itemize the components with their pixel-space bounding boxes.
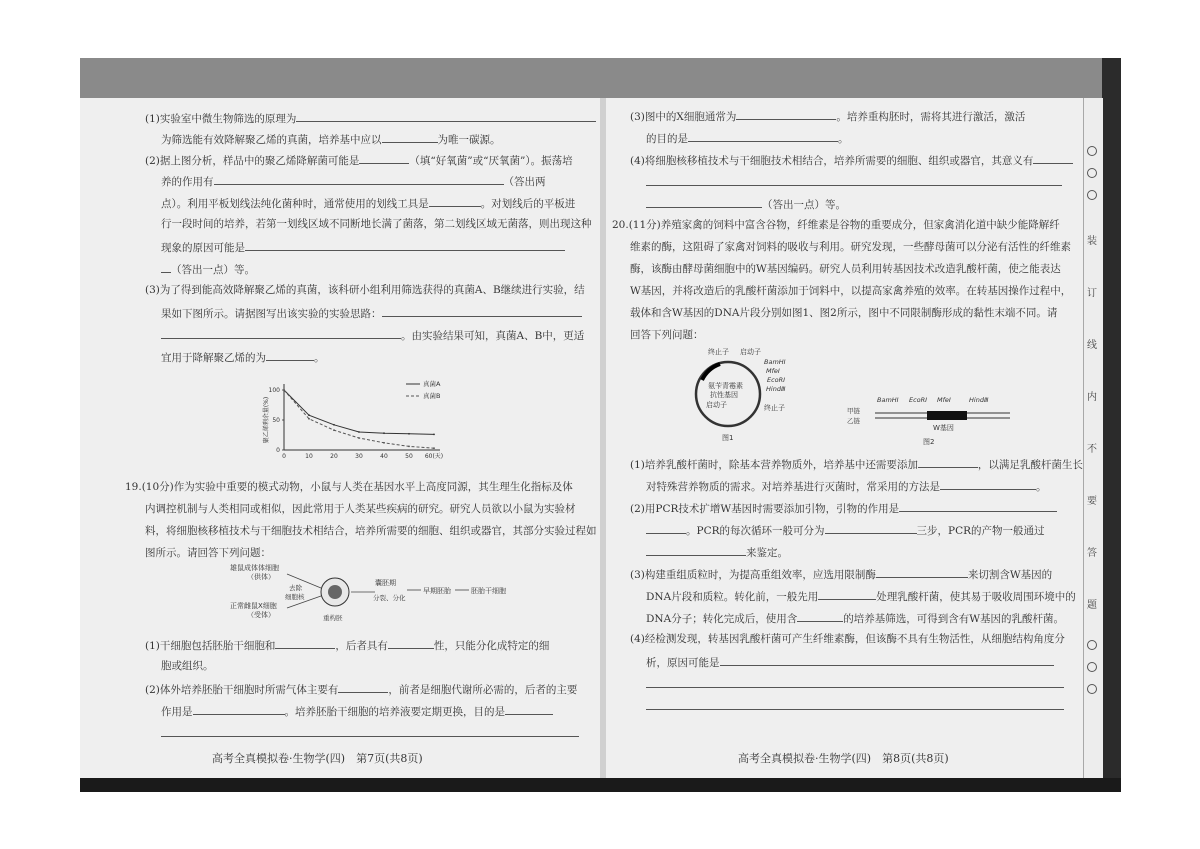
- q20-line5: 载体和含W基因的DNA片段分别如图1、图2所示，图中不同限制酶形成的黏性末端不同。请: [630, 307, 1058, 319]
- data-point: [358, 431, 360, 433]
- q19-2-line3: [161, 725, 579, 741]
- fig1-terminator-bottom: 终止子: [764, 404, 785, 412]
- enucleate-label-2: 细胞核: [285, 593, 305, 601]
- fig2-site-4: HindⅢ: [969, 396, 989, 404]
- y-tick-label: 50: [272, 417, 280, 424]
- q19-head-line3: 料，将细胞核移植技术与干细胞技术相结合，培养所需要的细胞、组织或器官，其部分实验过程如: [145, 525, 597, 537]
- fig2-w-gene-block: [927, 411, 967, 420]
- q19-2-line1: (2)体外培养胚胎干细胞时所需气体主要有 ，前者是细胞代谢所必需的，后者的主要: [145, 681, 577, 697]
- result-label: 胚胎干细胞: [471, 587, 506, 595]
- fig2-strand-b: 乙链: [847, 417, 860, 425]
- data-point: [333, 429, 335, 431]
- q18-2-line1: (2)据上图分析，样品中的聚乙烯降解菌可能是 （填“好氧菌”或“厌氧菌”）。振荡培: [145, 152, 573, 168]
- donor-top-label: 雄鼠成体体细胞: [230, 564, 279, 572]
- scan-right-border: [1102, 58, 1121, 791]
- binding-char: 线: [1087, 340, 1097, 351]
- binding-char: 装: [1087, 236, 1097, 247]
- scan-top-border: [80, 58, 1121, 98]
- x-tick-label: 40: [380, 453, 388, 460]
- x-tick-label: 10: [305, 453, 313, 460]
- data-point: [333, 424, 335, 426]
- q19-head-line4: 图所示。请回答下列问题：: [145, 547, 271, 559]
- data-point: [408, 433, 410, 435]
- q20-line1: 20.(11分)养殖家禽的饲料中富含谷物，纤维素是谷物的重要成分，但家禽消化道中缺少能降解纤: [612, 219, 1060, 231]
- q18-2-line5: 现象的原因可能是: [161, 239, 565, 255]
- q20-1-line2: 对特殊营养物质的需求。对培养基进行灭菌时，常采用的方法是 。: [646, 478, 1047, 494]
- scan-bottom-border: [80, 778, 1121, 792]
- donor-top-sub: （供体）: [247, 573, 275, 581]
- binding-margin: [1083, 98, 1103, 778]
- fig2-site-3: MfeⅠ: [937, 396, 951, 404]
- q20-3-line2: DNA片段和质粒。转化前，一般先用 处理乳酸杆菌，使其易于吸收周围环境中的: [646, 588, 1076, 604]
- q20-4-line4: [646, 698, 1064, 714]
- q20-2-line1: (2)用PCR技术扩增W基因时需要添加引物，引物的作用是: [630, 500, 1057, 516]
- q18-3-line2: 果如下图所示。请据图写出该实验的实验思路：: [161, 305, 582, 321]
- fig1-site-2: MfeⅠ: [766, 367, 780, 375]
- legend-label: 真菌A: [423, 380, 441, 388]
- q18-3-line3: 。由实验结果可知，真菌A、B中，更适: [161, 327, 584, 343]
- figure-1-plasmid: [680, 340, 830, 450]
- fig2-caption: 图2: [923, 438, 935, 446]
- fig1-terminator-top: 终止子: [708, 348, 729, 356]
- x-tick-label: 30: [355, 453, 363, 460]
- q18-2-line6: （答出一点）等。: [161, 261, 255, 277]
- y-tick-label: 0: [276, 447, 280, 454]
- q19-2-line2: 作用是 。培养胚胎干细胞的培养液要定期更换，目的是: [161, 703, 553, 719]
- q18-3-line1: (3)为了得到能高效降解聚乙烯的真菌，该科研小组利用筛选获得的真菌A、B继续进行实验，结: [145, 284, 585, 296]
- fig1-site-4: HindⅢ: [766, 385, 786, 393]
- legend-label: 真菌B: [423, 392, 441, 400]
- q20-2-line3: 来鉴定。: [646, 544, 788, 560]
- fig1-promoter-top: 启动子: [740, 348, 761, 356]
- binding-hole: [1087, 190, 1097, 200]
- q20-4-line1: (4)经检测发现，转基因乳酸杆菌可产生纤维素酶，但该酶不具有生物活性，从细胞结构角度分: [630, 633, 1065, 645]
- center-label: 重构胚: [323, 614, 343, 622]
- data-point: [283, 389, 285, 391]
- q19-head-line2: 内调控机制与人类相同或相似，因此常用于人类某些疾病的研究。研究人员欲以小鼠为实验材: [145, 503, 576, 515]
- q20-line4: W基因，并将改造后的乳酸杆菌添加于饲料中，以提高家禽养殖的效率。在转基因操作过程中，: [630, 285, 1072, 297]
- q19-4-line1: (4)将细胞核移植技术与干细胞技术相结合，培养所需要的细胞、组织或器官，其意义有: [630, 152, 1073, 168]
- fig1-gene-line1: 氨苄青霉素: [708, 382, 743, 390]
- binding-char: 答: [1087, 548, 1097, 559]
- x-tick-label: 20: [330, 453, 338, 460]
- fig2-site-2: EcoRⅠ: [909, 396, 928, 404]
- fig1-gene-line2: 抗性基因: [710, 391, 738, 399]
- fig1-caption: 图1: [722, 434, 734, 442]
- q19-nuclear-transfer-diagram: [225, 560, 515, 630]
- data-point: [433, 434, 435, 436]
- fig1-promoter-inner: 启动子: [706, 401, 727, 409]
- page-7-footer: 高考全真模拟卷·生物学(四) 第7页(共8页): [212, 752, 423, 765]
- data-point: [358, 437, 360, 439]
- q18-1-line2: 为筛选能有效降解聚乙烯的真菌，培养基中应以 为唯一碳源。: [161, 131, 501, 147]
- q20-1-line1: (1)培养乳酸杆菌时，除基本营养物质外，培养基中还需要添加 ，以满足乳酸杆菌生长: [630, 456, 1083, 472]
- binding-hole: [1087, 146, 1097, 156]
- data-point: [433, 447, 435, 449]
- q20-3-line3: DNA分子；转化完成后，使用含 的培养基筛选，可得到含有W基因的乳酸杆菌。: [646, 610, 1064, 626]
- reconstructed-embryo-nucleus: [328, 585, 342, 599]
- fig2-strand-a: 甲链: [847, 407, 860, 415]
- q19-3-line1: (3)图中的X细胞通常为 。培养重构胚时，需将其进行激活，激活: [630, 108, 1025, 124]
- data-point: [308, 414, 310, 416]
- x-tick-label: 60(天): [424, 453, 444, 460]
- q20-line2: 维素的酶，这阻碍了家禽对饲料的吸收与利用。研究发现，一些酵母菌可以分泌有活性的纤维素: [630, 241, 1071, 253]
- q19-1-line2: 胞或组织。: [161, 660, 214, 672]
- data-point: [383, 442, 385, 444]
- y-axis-label: 聚乙烯剩余量(%): [263, 396, 270, 444]
- series-line-b: [284, 390, 434, 448]
- fig2-site-1: BamHⅠ: [877, 396, 899, 404]
- page-8-footer: 高考全真模拟卷·生物学(四) 第8页(共8页): [738, 752, 949, 765]
- series-line-a: [284, 390, 434, 434]
- q18-2-line3: 点）。利用平板划线法纯化菌种时，通常使用的划线工具是 。对划线后的平板进: [161, 195, 575, 211]
- x-tick-label: 0: [282, 453, 286, 460]
- binding-hole: [1087, 168, 1097, 178]
- y-tick-label: 100: [268, 387, 280, 394]
- chart-lines: [283, 389, 435, 449]
- binding-char: 要: [1087, 496, 1097, 507]
- fig2-gene-label: W基因: [933, 424, 954, 432]
- q18-2-line2: 养的作用有 （答出两: [161, 173, 546, 189]
- stage-label: 囊胚期: [375, 579, 396, 587]
- q20-4-line2: 析，原因可能是: [646, 654, 1054, 670]
- binding-hole: [1087, 662, 1097, 672]
- q19-3-line2: 的目的是 。: [646, 130, 849, 146]
- q19-4-line2: [646, 174, 1062, 190]
- stage-note: 分裂、分化: [373, 594, 406, 602]
- binding-char: 题: [1087, 600, 1097, 611]
- donor-bottom-label: 正常雌鼠X细胞: [230, 602, 277, 610]
- polyethylene-degradation-chart: [228, 370, 468, 462]
- q20-line6: 回答下列问题：: [630, 329, 704, 341]
- q18-2-line4: 行一段时间的培养，若第一划线区域不同断地长满了菌落，第二划线区域无菌落，则出现这种: [161, 218, 592, 230]
- q19-4-line3: （答出一点）等。: [646, 196, 846, 212]
- binding-char: 订: [1087, 288, 1097, 299]
- data-point: [408, 446, 410, 448]
- q19-1-line1: (1)干细胞包括胚胎干细胞和 ，后者具有 性，只能分化成特定的细: [145, 637, 549, 653]
- data-point: [383, 432, 385, 434]
- q20-4-line3: [646, 676, 1064, 692]
- organ-label: 早期胚胎: [423, 587, 451, 595]
- binding-char: 不: [1087, 444, 1097, 455]
- binding-char: 内: [1087, 392, 1097, 403]
- fig1-site-1: BamHⅠ: [764, 358, 786, 366]
- q20-2-line2: 。PCR的每次循环一般可分为 三步，PCR的产物一般通过: [646, 522, 1045, 538]
- chart-legend: [406, 379, 441, 400]
- q18-3-line4: 宜用于降解聚乙烯的为 。: [161, 349, 325, 365]
- binding-hole: [1087, 684, 1097, 694]
- figure-2-dna-fragment: [845, 392, 1015, 450]
- q19-head-line1: 19.(10分)作为实验中重要的模式动物，小鼠与人类在基因水平上高度同源，其生理生化指标及体: [125, 481, 573, 493]
- q20-3-line1: (3)构建重组质粒时，为提高重组效率，应选用限制酶 来切割含W基因的: [630, 566, 1052, 582]
- data-point: [308, 418, 310, 420]
- donor-bottom-sub: （受体）: [247, 611, 275, 619]
- fig1-site-3: EcoRⅠ: [767, 376, 786, 384]
- binding-hole: [1087, 640, 1097, 650]
- enucleate-label-1: 去除: [289, 584, 302, 592]
- q20-line3: 酶，该酶由酵母菌细胞中的W基因编码。研究人员利用转基因技术改造乳酸杆菌，使之能表达: [630, 263, 1061, 275]
- x-tick-label: 50: [405, 453, 413, 460]
- q18-1-line1: (1)实验室中微生物筛选的原理为: [145, 110, 596, 126]
